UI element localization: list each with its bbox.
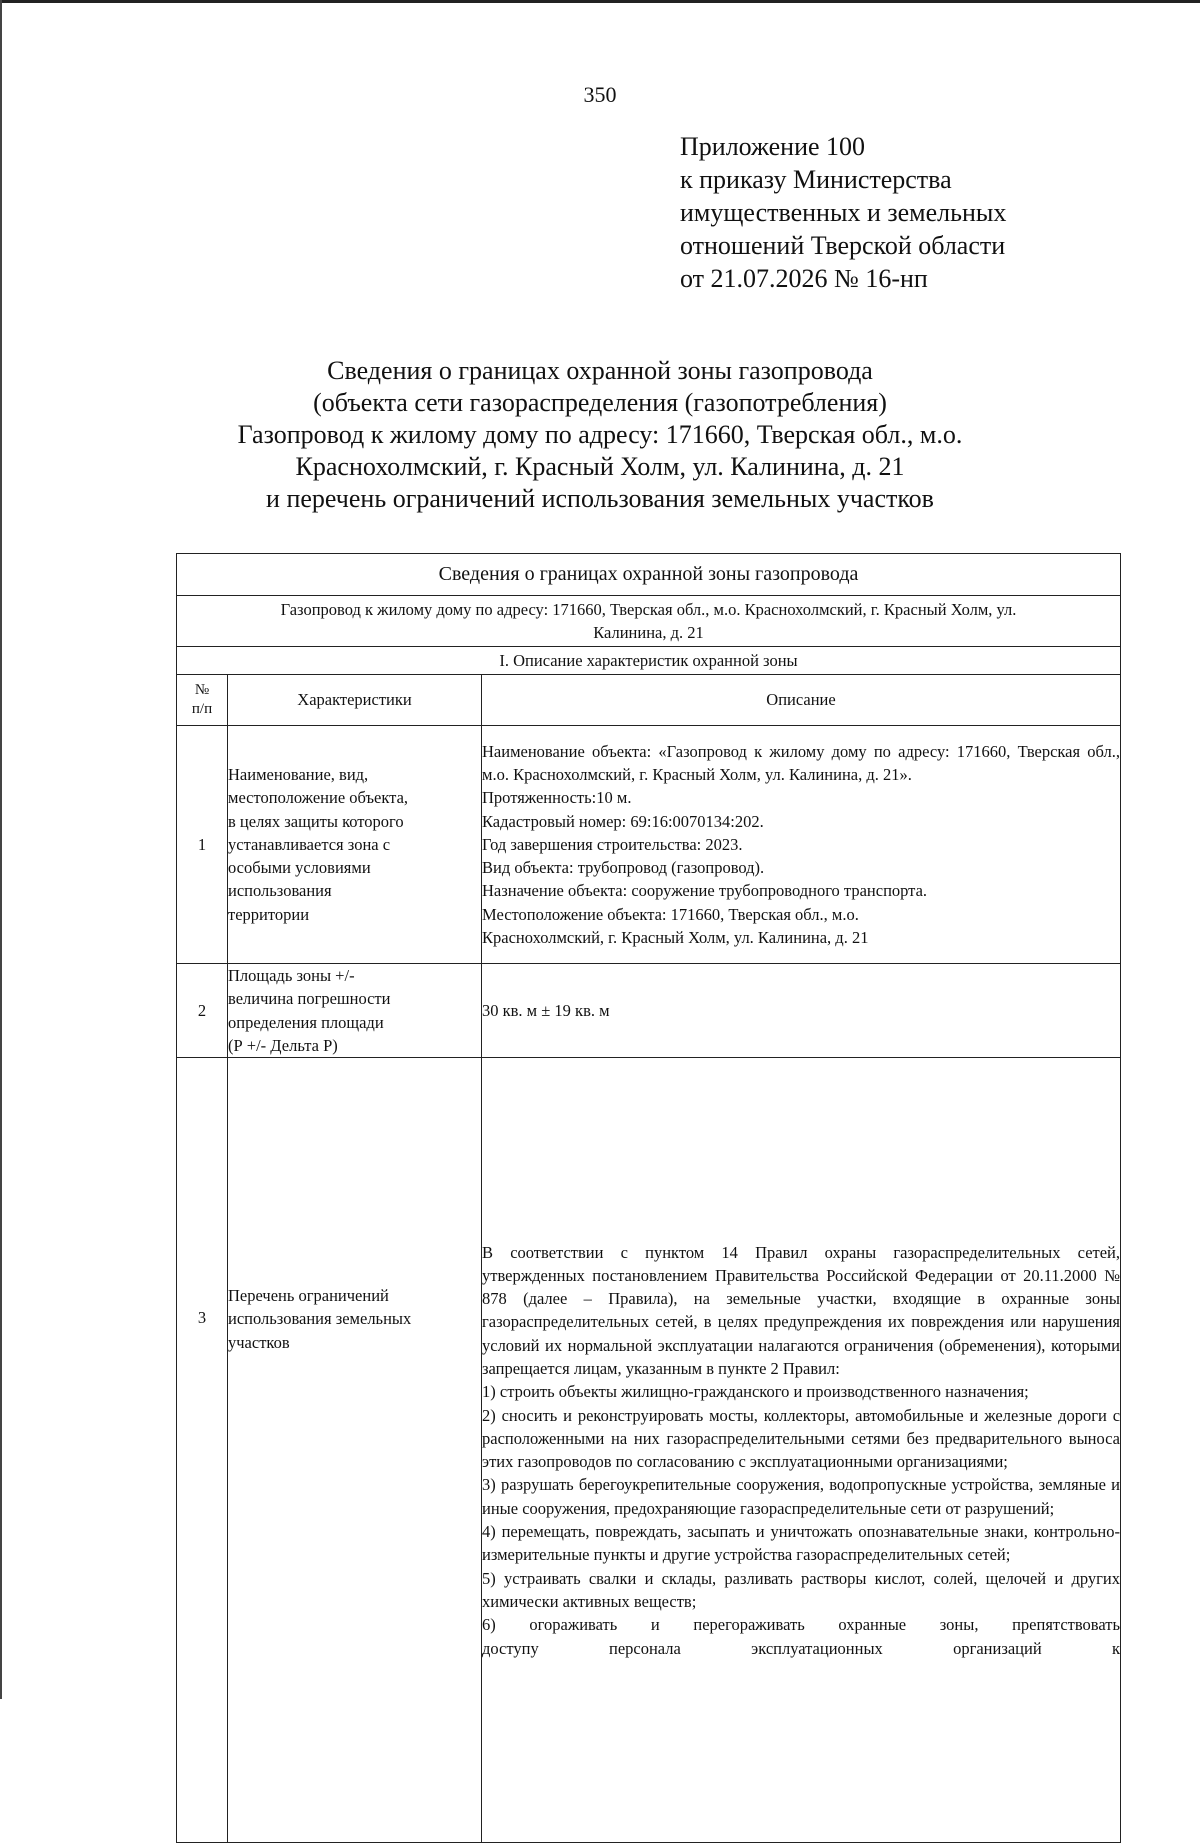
characteristic-line: Площадь зоны +/- [228, 966, 355, 985]
characteristic-line: использования [228, 881, 332, 901]
appendix-line: к приказу Министерства [680, 165, 952, 194]
description-paragraph: 1) строить объекты жилищно-гражданского и производственного назначения; [482, 1382, 1029, 1402]
description-paragraph: 5) устраивать свалки и склады, разливать растворы кислот, солей, щелочей и других химически активных веществ; [482, 1568, 1121, 1611]
table-section-row [177, 647, 1121, 675]
header-number-symbol: № [194, 682, 210, 698]
table-title: Сведения о границах охранной зоны газопровода [177, 554, 1121, 596]
characteristic-line: территории [228, 904, 310, 924]
row-characteristic [228, 964, 482, 1058]
appendix-line: от 21.07.2026 № 16-нп [680, 264, 928, 293]
characteristic-line: использования земельных [228, 1309, 412, 1329]
appendix-line: отношений Тверской области [680, 231, 1006, 260]
characteristic-line: особыми условиями [228, 858, 371, 878]
object-line: Калинина, д. 21 [593, 623, 704, 642]
row-description [482, 726, 1121, 964]
title-line: Газопровод к жилому дому по адресу: 171660, Тверская обл., м.о. [237, 420, 963, 449]
characteristic-line: устанавливается зона с [228, 834, 391, 854]
characteristic-line: участков [228, 1332, 290, 1352]
row-description [482, 1058, 1121, 1843]
characteristic-line: в целях защиты которого [228, 811, 404, 831]
page-top-edge [0, 0, 1200, 3]
title-line: (объекта сети газораспределения (газопотребления) [313, 388, 887, 417]
description-line: Протяженность:10 м. [482, 788, 632, 808]
word: эксплуатационных [751, 1638, 883, 1658]
table-object-name [177, 596, 1121, 647]
header-characteristics: Характеристики [228, 675, 482, 726]
header-description: Описание [482, 675, 1121, 726]
zone-table [176, 553, 1121, 1843]
characteristic-line: Перечень ограничений [228, 1286, 389, 1306]
row-characteristic [228, 1058, 482, 1843]
row-description: 30 кв. м ± 19 кв. м [482, 964, 1121, 1058]
word: к [1111, 1638, 1121, 1658]
table-header-row [177, 675, 1121, 726]
description-paragraph: Наименование объекта: «Газопровод к жилому дому по адресу: 171660, Тверская обл., м.о. Краснохолмский, г. Красный Холм, ул. Калинина, д. 21». [482, 741, 1121, 784]
characteristic-line: величина погрешности [228, 989, 391, 1009]
header-number-label: п/п [191, 701, 213, 717]
word: организаций [953, 1638, 1042, 1658]
description-line: Краснохолмский, г. Красный Холм, ул. Калинина, д. 21 [482, 928, 869, 948]
title-line: Сведения о границах охранной зоны газопровода [327, 356, 873, 385]
row-number: 2 [177, 964, 228, 1058]
description-paragraph: 4) перемещать, повреждать, засыпать и уничтожать опознавательные знаки, контрольно-измерительные пункты и другие устройства газораспределительных сетей; [482, 1522, 1121, 1565]
table-row [177, 964, 1121, 1058]
description-paragraph: 3) разрушать берегоукрепительные сооружения, водопропускные устройства, земляные и иные сооружения, предохраняющие газораспределительные сети от разрушений; [482, 1475, 1121, 1518]
table-row [177, 726, 1121, 964]
appendix-block [680, 130, 1006, 295]
description-line [482, 1637, 1120, 1660]
characteristic-line: Наименование, вид, [228, 764, 369, 784]
section-heading: I. Описание характеристик охранной зоны [177, 647, 1121, 675]
table-title-row [177, 554, 1121, 596]
description-line: Вид объекта: трубопровод (газопровод). [482, 858, 765, 878]
page-number: 350 [583, 82, 617, 107]
word: доступу [482, 1638, 539, 1658]
title-line: Краснохолмский, г. Красный Холм, ул. Калинина, д. 21 [295, 452, 905, 481]
document-title [150, 355, 1050, 515]
word: персонала [609, 1638, 681, 1658]
title-line: и перечень ограничений использования земельных участков [266, 484, 934, 513]
description-line: Назначение объекта: сооружение трубопроводного транспорта. [482, 881, 928, 901]
description-line: Местоположение объекта: 171660, Тверская обл., м.о. [482, 904, 859, 924]
table-object-row [177, 596, 1121, 647]
header-number [177, 675, 228, 726]
appendix-line: имущественных и земельных [680, 198, 1007, 227]
row-number: 3 [177, 1058, 228, 1843]
characteristic-line: (Р +/- Дельта Р) [228, 1035, 338, 1055]
description-line: 6) огораживать и перегораживать охранные зоны, препятствовать [482, 1615, 1121, 1635]
page-left-edge [0, 0, 2, 1699]
appendix-line: Приложение 100 [680, 132, 866, 161]
row-number: 1 [177, 726, 228, 964]
characteristic-line: определения площади [228, 1012, 384, 1032]
table-row [177, 1058, 1121, 1843]
characteristic-line: местоположение объекта, [228, 788, 409, 808]
description-line: Кадастровый номер: 69:16:0070134:202. [482, 811, 764, 831]
row-characteristic [228, 726, 482, 964]
description-paragraph: В соответствии с пунктом 14 Правил охраны газораспределительных сетей, утвержденных постановлением Правительства Российской Федерации от 20.11.2000 № 878 (далее – Правила), на земельные участки, входящие в охранные зоны газораспределительных сетей, в целях предупреждения их повреждения или нарушения условий их нормальной эксплуатации налагаются ограничения (обременения), которыми запрещается лицам, указанным в пункте 2 Правил: [482, 1242, 1121, 1378]
description-line: Год завершения строительства: 2023. [482, 834, 743, 854]
description-paragraph: 2) сносить и реконструировать мосты, коллекторы, автомобильные и железные дороги с расположенными на них газораспределительными сетями без предварительного выноса этих газопроводов по согласованию с эксплуатационными организациями; [482, 1405, 1121, 1472]
object-line: Газопровод к жилому дому по адресу: 171660, Тверская обл., м.о. Краснохолмский, г. Красный Холм, ул. [280, 599, 1017, 619]
